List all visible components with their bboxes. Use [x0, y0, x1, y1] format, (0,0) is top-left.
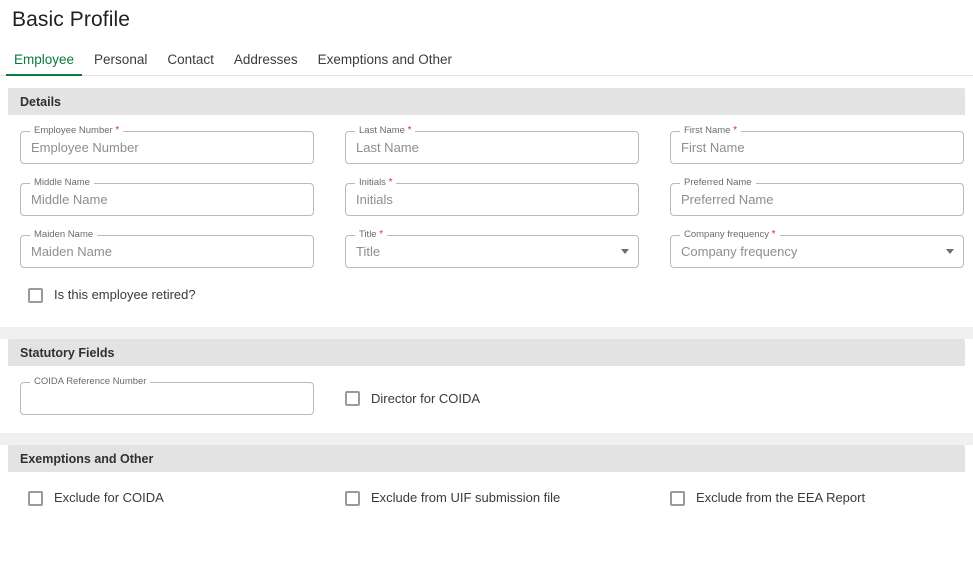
- employee-number-value: Employee Number: [31, 139, 139, 155]
- retired-checkbox[interactable]: [28, 288, 43, 303]
- maiden-name-legend: Maiden Name: [30, 229, 97, 240]
- required-marker: *: [115, 125, 120, 136]
- coida-reference-number-legend: COIDA Reference Number: [30, 376, 150, 387]
- section-exemptions-header: Exemptions and Other: [8, 445, 965, 472]
- details-row-1: [20, 125, 953, 164]
- exclude-coida-row[interactable]: [20, 490, 332, 506]
- required-marker: *: [771, 229, 776, 240]
- section-details-header: Details: [8, 88, 965, 115]
- field-initials: [345, 177, 639, 216]
- exclude-uif-row[interactable]: [345, 490, 657, 506]
- tab-exemptions-and-other[interactable]: Exemptions and Other: [317, 52, 452, 67]
- middle-name-input[interactable]: [20, 177, 314, 216]
- retired-checkbox-label: Is this employee retired?: [54, 287, 196, 302]
- preferred-name-value: Preferred Name: [681, 191, 774, 207]
- title-select[interactable]: [345, 229, 639, 268]
- employee-number-legend: Employee Number *: [30, 125, 123, 136]
- tab-addresses[interactable]: Addresses: [233, 52, 298, 67]
- last-name-value: Last Name: [356, 139, 419, 155]
- chevron-down-icon[interactable]: [621, 249, 629, 254]
- coida-reference-number-input[interactable]: [20, 376, 314, 415]
- page-title: Basic Profile: [12, 8, 131, 31]
- middle-name-value: Middle Name: [31, 191, 108, 207]
- section-exemptions-body: [8, 472, 965, 526]
- preferred-name-input[interactable]: [670, 177, 964, 216]
- exclude-eea-row[interactable]: [670, 490, 973, 506]
- company-frequency-legend: Company frequency *: [680, 229, 780, 240]
- required-marker: *: [379, 229, 384, 240]
- details-row-2: [20, 177, 953, 216]
- maiden-name-input[interactable]: [20, 229, 314, 268]
- field-last-name: [345, 125, 639, 164]
- first-name-legend: First Name *: [680, 125, 741, 136]
- statutory-row-1: [20, 376, 953, 415]
- company-frequency-select[interactable]: [670, 229, 964, 268]
- section-details-body: [8, 115, 965, 327]
- initials-legend: Initials *: [355, 177, 396, 188]
- title-value: Title: [356, 243, 381, 259]
- last-name-input[interactable]: [345, 125, 639, 164]
- section-details: [8, 88, 965, 327]
- exclude-uif-checkbox[interactable]: [345, 491, 360, 506]
- initials-value: Initials: [356, 191, 393, 207]
- field-coida-reference-number: [20, 376, 314, 415]
- field-employee-number: [20, 125, 314, 164]
- tab-contact[interactable]: Contact: [167, 52, 214, 67]
- field-preferred-name: [670, 177, 964, 216]
- section-gap: [0, 327, 973, 339]
- field-first-name: [670, 125, 964, 164]
- tab-employee[interactable]: Employee: [4, 52, 84, 75]
- director-coida-checkbox-label: Director for COIDA: [371, 390, 481, 406]
- field-maiden-name: [20, 229, 314, 268]
- exclude-eea-checkbox[interactable]: [670, 491, 685, 506]
- section-statutory-fields: [8, 339, 965, 433]
- initials-input[interactable]: [345, 177, 639, 216]
- exemptions-row-1: [20, 490, 953, 506]
- employee-number-input[interactable]: [20, 125, 314, 164]
- director-coida-checkbox-row[interactable]: [345, 391, 639, 407]
- middle-name-legend: Middle Name: [30, 177, 94, 188]
- exclude-uif-label: Exclude from UIF submission file: [371, 490, 561, 505]
- tab-personal[interactable]: Personal: [94, 52, 148, 67]
- exclude-eea-label: Exclude from the EEA Report: [696, 490, 866, 505]
- field-title: [345, 229, 639, 268]
- field-company-frequency: [670, 229, 964, 268]
- preferred-name-legend: Preferred Name: [680, 177, 756, 188]
- title-legend: Title *: [355, 229, 387, 240]
- section-statutory-body: [8, 366, 965, 433]
- exclude-coida-checkbox[interactable]: [28, 491, 43, 506]
- required-marker: *: [407, 125, 412, 136]
- field-middle-name: [20, 177, 314, 216]
- section-gap-2: [0, 433, 973, 445]
- chevron-down-icon[interactable]: [946, 249, 954, 254]
- maiden-name-value: Maiden Name: [31, 243, 112, 259]
- first-name-value: First Name: [681, 139, 745, 155]
- retired-checkbox-row[interactable]: [20, 287, 953, 303]
- last-name-legend: Last Name *: [355, 125, 415, 136]
- required-marker: *: [388, 177, 393, 188]
- exclude-coida-label: Exclude for COIDA: [54, 490, 164, 505]
- section-statutory-header: Statutory Fields: [8, 339, 965, 366]
- director-coida-checkbox[interactable]: [345, 391, 360, 406]
- first-name-input[interactable]: [670, 125, 964, 164]
- details-row-3: [20, 229, 953, 268]
- company-frequency-value: Company frequency: [681, 243, 798, 259]
- tab-bar: [0, 46, 973, 76]
- required-marker: *: [733, 125, 737, 136]
- section-exemptions-and-other: [8, 445, 965, 526]
